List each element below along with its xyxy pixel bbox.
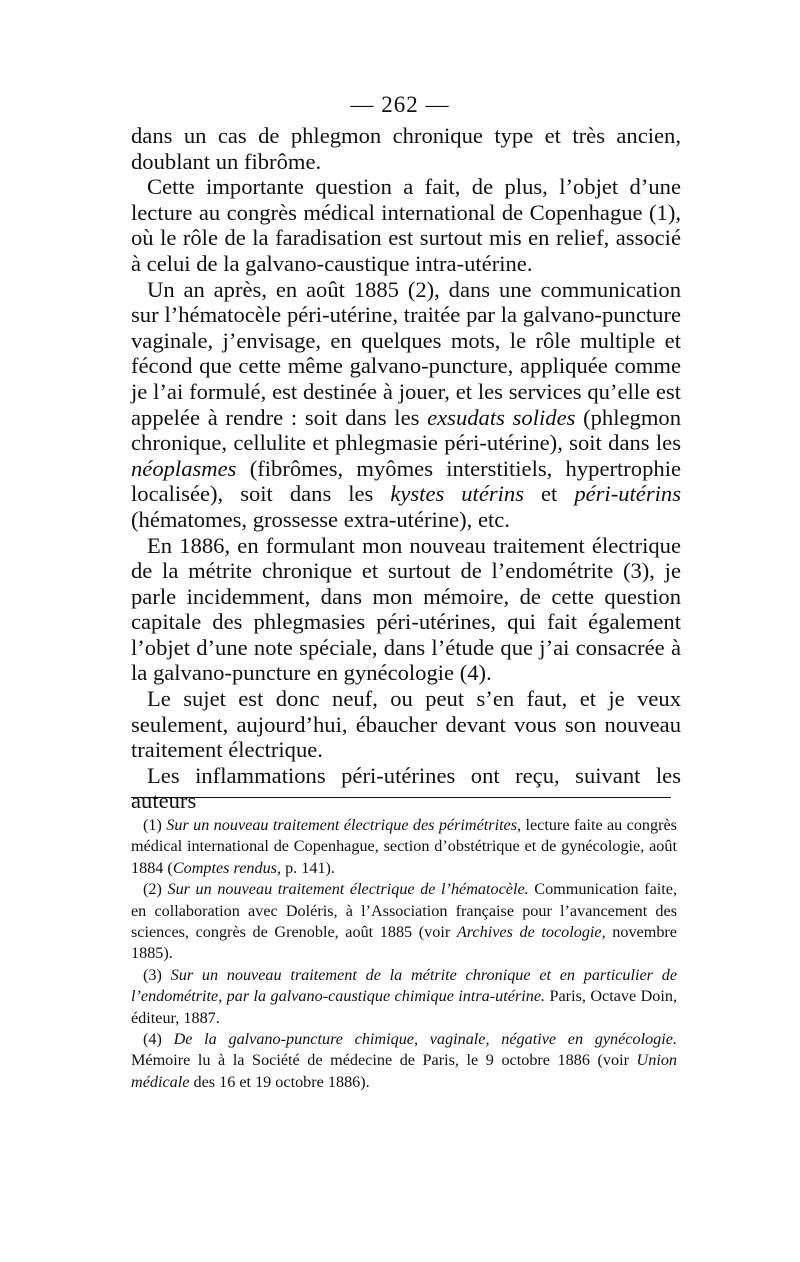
footnote-3 xyxy=(131,965,677,1029)
footnote-2 xyxy=(131,879,677,965)
footnote-separator xyxy=(131,797,671,798)
text-run: lecture faite au congrès médical international de Copenhague, section d’obstétrique et de gynécologie, août 1884 ( xyxy=(131,816,677,877)
text-run: Mémoire lu à la Société de médecine de Paris, le 9 octobre 1886 (voir xyxy=(131,1051,637,1070)
italic-text: péri-utérins xyxy=(574,481,681,507)
text-run: Cette importante question a fait, de plus, l’objet d’une lecture au congrès médical international de Copenhague (1), où le rôle de la faradisation est surtout mis en relief, associé à celui de la galvano-caustique intra-utérine. xyxy=(131,174,681,276)
paragraph-4 xyxy=(131,533,681,687)
italic-text: De la galvano-puncture chimique, vaginale, négative en gynécologie. xyxy=(173,1030,678,1049)
text-run: p. 141). xyxy=(281,858,335,877)
italic-text: Union médicale xyxy=(131,1051,677,1091)
text-run: novembre 1885). xyxy=(131,923,677,963)
footnotes xyxy=(131,815,677,1093)
italic-text: Comptes rendus, xyxy=(172,858,282,877)
italic-text: Sur un nouveau traitement électrique des périmétrites, xyxy=(166,816,522,834)
text-run: et xyxy=(524,481,575,507)
text-run: (2) xyxy=(143,880,168,899)
text-run: Les inflammations péri-utérines ont reçu, suivant les auteurs xyxy=(131,762,681,814)
page-number: — 262 — xyxy=(350,92,450,117)
footnote-4 xyxy=(131,1029,677,1093)
text-run: (4) xyxy=(143,1030,174,1049)
paragraph-3 xyxy=(131,277,681,533)
paragraph-1 xyxy=(131,123,681,174)
text-run: des 16 et 19 octobre 1886). xyxy=(189,1072,370,1091)
text-run: Communication faite, en collaboration avec Doléris, à l’Association française pour l’avancement des sciences, congrès de Grenoble, août 1885 (voir xyxy=(131,880,677,942)
paragraph-5 xyxy=(131,686,681,763)
italic-text: exsudats solides xyxy=(427,404,576,430)
text-run: (fibrômes, myômes interstitiels, hypertrophie localisée), soit dans les xyxy=(131,455,681,507)
paragraph-6 xyxy=(131,763,681,814)
italic-text: Sur un nouveau traitement de la métrite chronique et en particulier de l’endométrite, par la galvano-caustique chimique intra-utérine. xyxy=(131,965,678,1006)
text-run: dans un cas de phlegmon chronique type et très ancien, doublant un fibrôme. xyxy=(131,123,681,174)
text-run: (hématomes, grossesse extra-utérine), etc. xyxy=(131,506,510,532)
footnote-1 xyxy=(131,815,677,879)
main-text xyxy=(131,123,681,814)
text-run: En 1886, en formulant mon nouveau traitement électrique de la métrite chronique et surtout de l’endométrite (3), je parle incidemment, dans mon mémoire, de cette question capitale des phlegmasies péri-utérines, qui fait également l’objet d’une note spéciale, dans l’étude que j’ai consacrée à la galvano-puncture en gynécologie (4). xyxy=(131,532,681,686)
italic-text: Sur un nouveau traitement électrique de l’hématocèle. xyxy=(167,880,529,899)
italic-text: Archives de tocologie, xyxy=(456,923,606,942)
text-run: Paris, Octave Doin, éditeur, 1887. xyxy=(131,987,677,1027)
text-run: (1) xyxy=(143,816,167,834)
text-run: Le sujet est donc neuf, ou peut s’en faut, et je veux seulement, aujourd’hui, ébaucher devant vous son nouveau traitement électrique. xyxy=(131,686,681,763)
text-run: (phlegmon chronique, cellulite et phlegmasie péri-utérine), soit dans les xyxy=(131,404,681,456)
text-run: Un an après, en août 1885 (2), dans une communication sur l’hématocèle péri-utérine, traitée par la galvano-puncture vaginale, j’envisage, en quelques mots, le rôle multiple et fécond que cette même galvano-puncture, appliquée comme je l’ai formulé, est destinée à jouer, et les services qu’elle est appelée à rendre : soit dans les xyxy=(131,276,681,430)
italic-text: néoplasmes xyxy=(131,455,237,481)
text-run: (3) xyxy=(143,965,171,984)
paragraph-2 xyxy=(131,174,681,276)
italic-text: kystes utérins xyxy=(390,481,525,507)
